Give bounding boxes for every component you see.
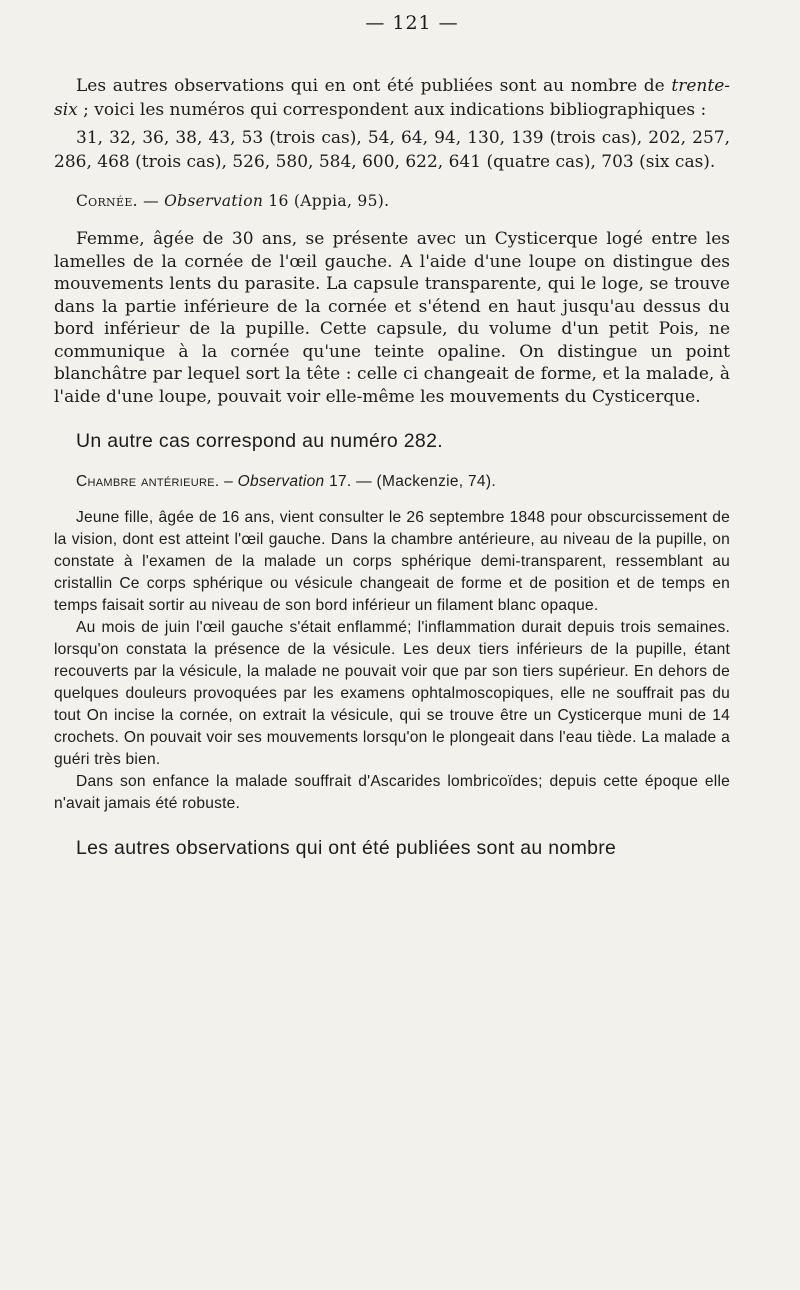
- cornea-dash: —: [137, 192, 165, 210]
- last-line: Les autres observations qui ont été publiées sont au nombre: [76, 837, 617, 859]
- intro-emphasis: trente-six: [54, 76, 730, 120]
- intro-text-after: ; voici les numéros qui correspondent aux indications bibliographiques :: [77, 100, 707, 120]
- intro-numbers: 31, 32, 36, 38, 43, 53 (trois cas), 54, 64, 94, 130, 139 (trois cas), 202, 257, 286, 468 (trois cas), 526, 580, 584, 600, 622, 641 (quatre cas), 703 (six cas).: [54, 128, 730, 172]
- chamber-observation: Observation: [237, 473, 325, 490]
- chamber-paragraph-3: Dans son enfance la malade souffrait d'Ascarides lombricoïdes; depuis cette époque elle n'avait jamais été robuste.: [54, 773, 730, 812]
- chamber-label: Chambre antérieure.: [76, 473, 220, 490]
- intro-paragraph: [54, 74, 730, 122]
- page-number: — 121 —: [365, 12, 459, 34]
- cornea-observation: Observation: [164, 192, 264, 210]
- chamber-ref: 17. — (Mackenzie, 74).: [324, 473, 496, 490]
- middle-line: Un autre cas correspond au numéro 282.: [76, 430, 443, 452]
- cornea-heading: [54, 192, 730, 210]
- chamber-heading: [54, 473, 730, 491]
- cornea-ref: 16 (Appia, 95).: [263, 192, 390, 210]
- cornea-label: Cornée.: [76, 192, 138, 210]
- chamber-paragraph-2: Au mois de juin l'œil gauche s'était enflammé; l'inflammation durait depuis trois semaines. lorsqu'on constata la présence de la vésicule. Les deux tiers inférieurs de la pupille, étant recouverts par la vésicule, la malade ne pouvait voir que par son tiers supérieur. En dehors de quelques douleurs provoquées par les examens ophtalmoscopiques, elle ne souffrait pas du tout On incise la cornée, on extrait la vésicule, qui se trouve être un Cysticerque muni de 14 crochets. On pouvait voir ses mouvements lorsqu'on le plongeait dans l'eau tiède. La malade a guéri très bien.: [54, 619, 730, 768]
- cornea-paragraph: Femme, âgée de 30 ans, se présente avec un Cysticerque logé entre les lamelles de la cornée de l'œil gauche. A l'aide d'une loupe on distingue des mouvements lents du parasite. La capsule transparente, qui le loge, se trouve dans la partie inférieure de la cornée et s'étend en haut jusqu'au dessus du bord inférieur de la pupille. Cette capsule, du volume d'un petit Pois, ne communique à la cornée qu'une teinte opaline. On distingue un point blanchâtre par lequel sort la tête : celle ci changeait de forme, et la malade, à l'aide d'une loupe, pouvait voir elle-même les mouvements du Cysticerque.: [54, 229, 730, 407]
- chamber-dash: –: [219, 473, 238, 490]
- intro-text-before: Les autres observations qui en ont été publiées sont au nombre de: [76, 76, 672, 96]
- chamber-paragraph-1: Jeune fille, âgée de 16 ans, vient consulter le 26 septembre 1848 pour obscurcissement de la vision, dont est atteint l'œil gauche. Dans la chambre antérieure, au niveau de la pupille, on constate à l'examen de la malade un corps sphérique demi-transparent, ressemblant au cristallin Ce corps sphérique ou vésicule changeait de forme et de position et de temps en temps faisait sortir au niveau de son bord inférieur un filament blanc opaque.: [54, 509, 730, 614]
